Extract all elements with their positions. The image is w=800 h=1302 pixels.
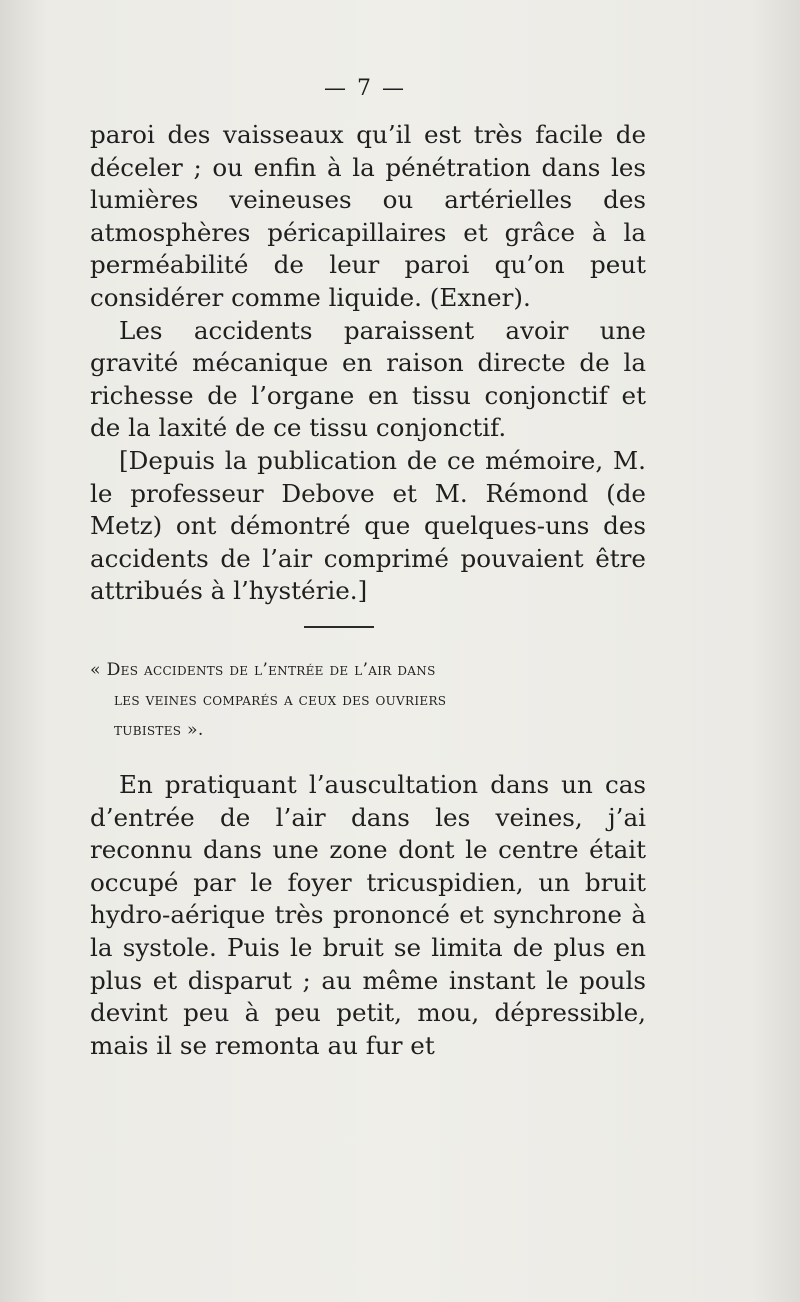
section-heading xyxy=(90,655,646,745)
paragraph: [Depuis la publication de ce mémoire, M. le professeur Debove et M. Rémond (de Metz) ont démontré que quelques-uns des accidents de l’air comprimé pouvaient être attribués à l’hystérie.] xyxy=(90,445,646,606)
text-block-lower xyxy=(90,769,646,1062)
heading-line: « Des accidents de l’entrée de l’air dans xyxy=(90,660,436,680)
heading-line: tubistes ». xyxy=(114,720,204,740)
paragraph: Les accidents paraissent avoir une gravité mécanique en raison directe de la richesse de l’organe en tissu conjonctif et de la laxité de ce tissu conjonctif. xyxy=(90,315,646,443)
paragraph: paroi des vaisseaux qu’il est très facile de déceler ; ou enfin à la pénétration dans les lumières veineuses ou artérielles des atmosphères péricapillaires et grâce à la perméabilité de leur paroi qu’on peut considérer comme liquide. (Exner). xyxy=(90,120,646,312)
page-number: — 7 — xyxy=(324,76,406,101)
section-divider xyxy=(304,626,374,628)
heading-line: les veines comparés a ceux des ouvriers xyxy=(114,690,447,710)
text-block-upper xyxy=(90,119,646,608)
paragraph: En pratiquant l’auscultation dans un cas d’entrée de l’air dans les veines, j’ai reconnu dans une zone dont le centre était occupé par le foyer tricuspidien, un bruit hydro-aérique très prononcé et synchrone à la systole. Puis le bruit se limita de plus en plus et disparut ; au même instant le pouls devint peu à peu petit, mou, dépressible, mais il se remonta au fur et xyxy=(90,770,646,1060)
